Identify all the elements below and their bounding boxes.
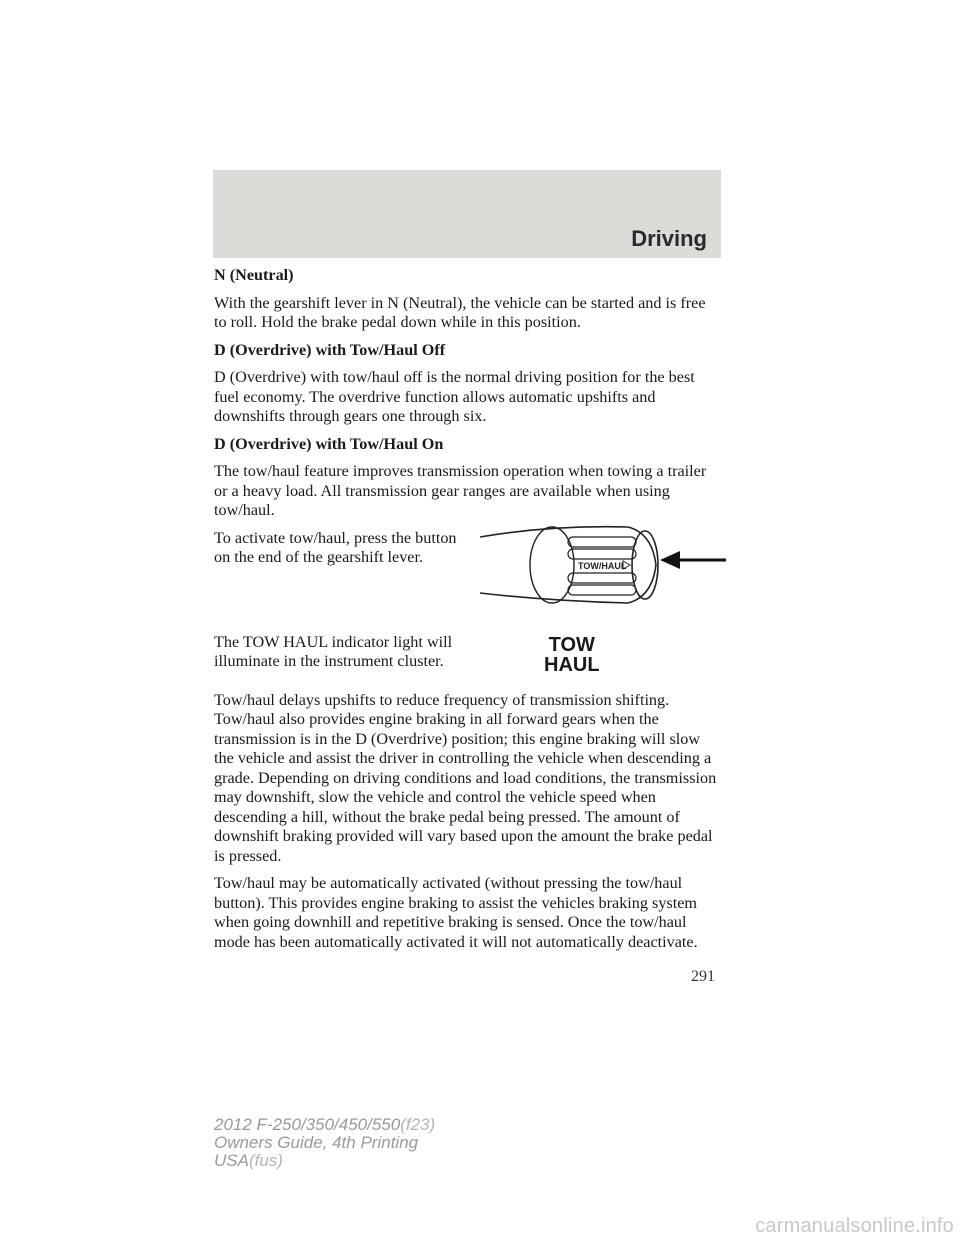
tow-haul-indicator-icon bbox=[544, 635, 600, 675]
watermark: carmanualsonline.info bbox=[755, 1215, 954, 1237]
heading-overdrive-tow-haul-on: D (Overdrive) with Tow/Haul On bbox=[214, 434, 444, 453]
paragraph-auto-activation: Tow/haul may be automatically activated (without pressing the tow/haul button). This provides engine braking to assist the vehicles braking system when going downhill and repetitive braking is sensed. Once the tow/haul mode has been automatically activated it will not automatically deactivate. bbox=[214, 874, 698, 951]
paragraph-overdrive-tow-haul-on: The tow/haul feature improves transmission operation when towing a trailer or a heavy load. All transmission gear ranges are available when using tow/haul. bbox=[214, 462, 707, 519]
indicator-block bbox=[214, 633, 720, 683]
section-title: Driving bbox=[631, 226, 707, 251]
gearshift-lever-illustration bbox=[480, 521, 726, 609]
footer-market: USA bbox=[214, 1151, 249, 1170]
paragraph-neutral: With the gearshift lever in N (Neutral), the vehicle can be started and is free to roll. Hold the brake pedal down while in this position. bbox=[214, 293, 706, 331]
indicator-line-1: TOW bbox=[548, 633, 595, 656]
tow-haul-button-label: TOW/HAUL bbox=[578, 560, 627, 571]
page-number: 291 bbox=[691, 968, 715, 985]
activate-block bbox=[214, 529, 720, 633]
indicator-line-2: HAUL bbox=[544, 653, 600, 676]
paragraph-tow-haul-delays: Tow/haul delays upshifts to reduce frequency of transmission shifting. Tow/haul also provides engine braking in all forward gears when the transmission is in the D (Overdrive) position; this engine braking will slow the vehicle and assist the driver in controlling the vehicle when descending a grade. Depending on driving conditions and load conditions, the transmission may downshift, slow the vehicle and control the vehicle speed when descending a hill, without the brake pedal being pressed. The amount of downshift braking provided will vary based upon the amount the brake pedal is pressed. bbox=[214, 690, 717, 865]
paragraph-activate-tow-haul: To activate tow/haul, press the button on the end of the gearshift lever. bbox=[214, 528, 457, 566]
footer-printing-info bbox=[214, 1116, 435, 1170]
paragraph-indicator-light: The TOW HAUL indicator light will illuminate in the instrument cluster. bbox=[214, 632, 453, 670]
heading-overdrive-tow-haul-off: D (Overdrive) with Tow/Haul Off bbox=[214, 340, 446, 359]
arrow-pointer-icon bbox=[660, 551, 680, 569]
footer-guide: Owners Guide, 4th Printing bbox=[214, 1133, 419, 1152]
footer-model-code: (f23) bbox=[400, 1115, 436, 1134]
footer-model: 2012 F-250/350/450/550 bbox=[214, 1115, 401, 1134]
footer-market-code: (fus) bbox=[248, 1151, 283, 1170]
section-header-band bbox=[213, 170, 721, 258]
heading-neutral: N (Neutral) bbox=[214, 266, 294, 284]
page-content bbox=[214, 266, 720, 960]
paragraph-overdrive-tow-haul-off: D (Overdrive) with tow/haul off is the normal driving position for the best fuel economy. The overdrive function allows automatic upshifts and downshifts through gears one through six. bbox=[214, 368, 695, 425]
